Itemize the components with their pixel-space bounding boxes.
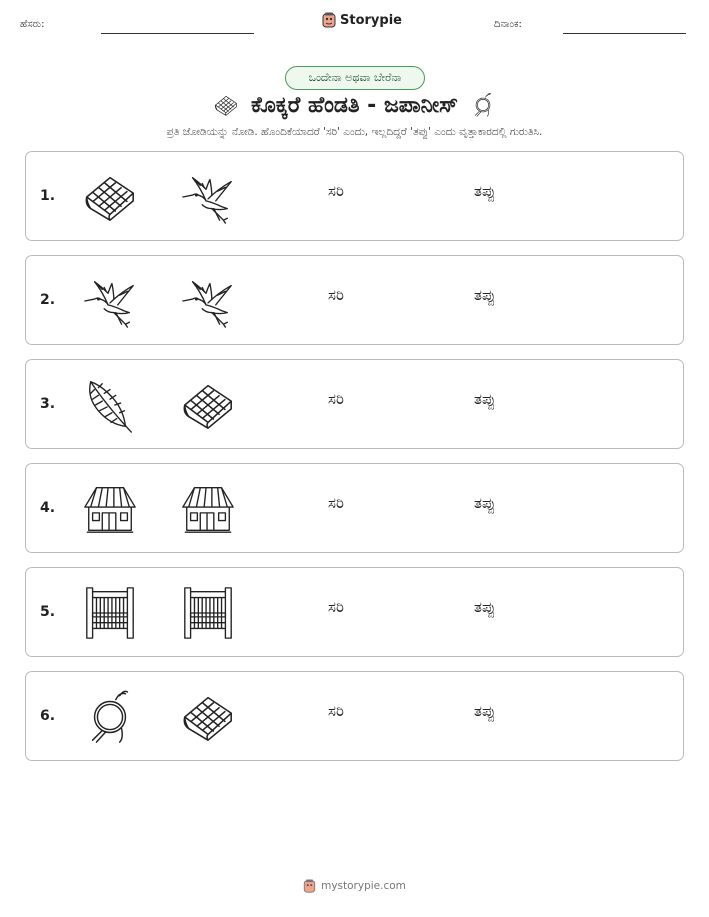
question-number: 2. <box>40 292 56 308</box>
option-false[interactable]: ತಪ್ಪು <box>474 494 496 512</box>
option-false[interactable]: ತಪ್ಪು <box>474 702 496 720</box>
question-card <box>25 567 684 657</box>
question-card <box>25 671 684 761</box>
question-number: 6. <box>40 708 56 724</box>
brand-logo <box>322 12 402 28</box>
footer-url[interactable]: mystorypie.com <box>321 880 406 892</box>
instructions: ಪ್ರತಿ ಜೋಡಿಯನ್ನು ನೋಡಿ. ಹೊಂದಿಕೆಯಾದರೆ 'ಸರಿ' ಎಂದು, ಇಲ್ಲದಿದ್ದರೆ 'ತಪ್ಪು' ಎಂದು ವೃತ್ತಾಕಾರದಲ್ಲಿ ಗುರುತಿಸಿ. <box>166 126 543 138</box>
question-number: 4. <box>40 500 56 516</box>
blanket-icon <box>213 92 239 118</box>
storypie-mascot-icon <box>322 12 336 28</box>
crane-icon <box>179 272 237 330</box>
name-label: ಹೆಸರು: <box>20 19 45 30</box>
option-true[interactable]: ಸರಿ <box>328 494 344 512</box>
option-false[interactable]: ತಪ್ಪು <box>474 286 496 304</box>
blanket-icon <box>179 688 237 746</box>
footer <box>0 879 709 893</box>
question-card <box>25 359 684 449</box>
option-true[interactable]: ಸರಿ <box>328 182 344 200</box>
feather-icon <box>81 376 139 434</box>
activity-type-badge: ಒಂದೇನಾ ಅಥವಾ ಬೇರೆನಾ <box>285 66 425 90</box>
question-number: 1. <box>40 188 56 204</box>
loom-icon <box>179 584 237 642</box>
worksheet-header <box>0 0 709 50</box>
hut-icon <box>81 480 139 538</box>
name-field-line[interactable] <box>101 33 254 34</box>
blanket-icon <box>81 168 139 226</box>
crane-icon <box>81 272 139 330</box>
option-true[interactable]: ಸರಿ <box>328 702 344 720</box>
date-field-line[interactable] <box>563 33 686 34</box>
option-true[interactable]: ಸರಿ <box>328 598 344 616</box>
option-false[interactable]: ತಪ್ಪು <box>474 598 496 616</box>
option-false[interactable]: ತಪ್ಪು <box>474 182 496 200</box>
question-number: 5. <box>40 604 56 620</box>
question-card <box>25 151 684 241</box>
date-label: ದಿನಾಂಕ: <box>494 19 522 30</box>
page-title: ಕೊಕ್ಕರೆ ಹೆಂಡತಿ - ಜಪಾನೀಸ್ <box>250 92 458 118</box>
loom-icon <box>81 584 139 642</box>
question-card <box>25 463 684 553</box>
question-card <box>25 255 684 345</box>
option-false[interactable]: ತಪ್ಪು <box>474 390 496 408</box>
option-true[interactable]: ಸರಿ <box>328 390 344 408</box>
hut-icon <box>179 480 237 538</box>
thread-loop-icon <box>81 688 139 746</box>
brand-name: Storypie <box>340 12 402 28</box>
storypie-mascot-icon <box>303 879 316 893</box>
blanket-icon <box>179 376 237 434</box>
thread-loop-icon <box>470 92 496 118</box>
crane-icon <box>179 168 237 226</box>
question-number: 3. <box>40 396 56 412</box>
title-row <box>0 88 709 122</box>
option-true[interactable]: ಸರಿ <box>328 286 344 304</box>
